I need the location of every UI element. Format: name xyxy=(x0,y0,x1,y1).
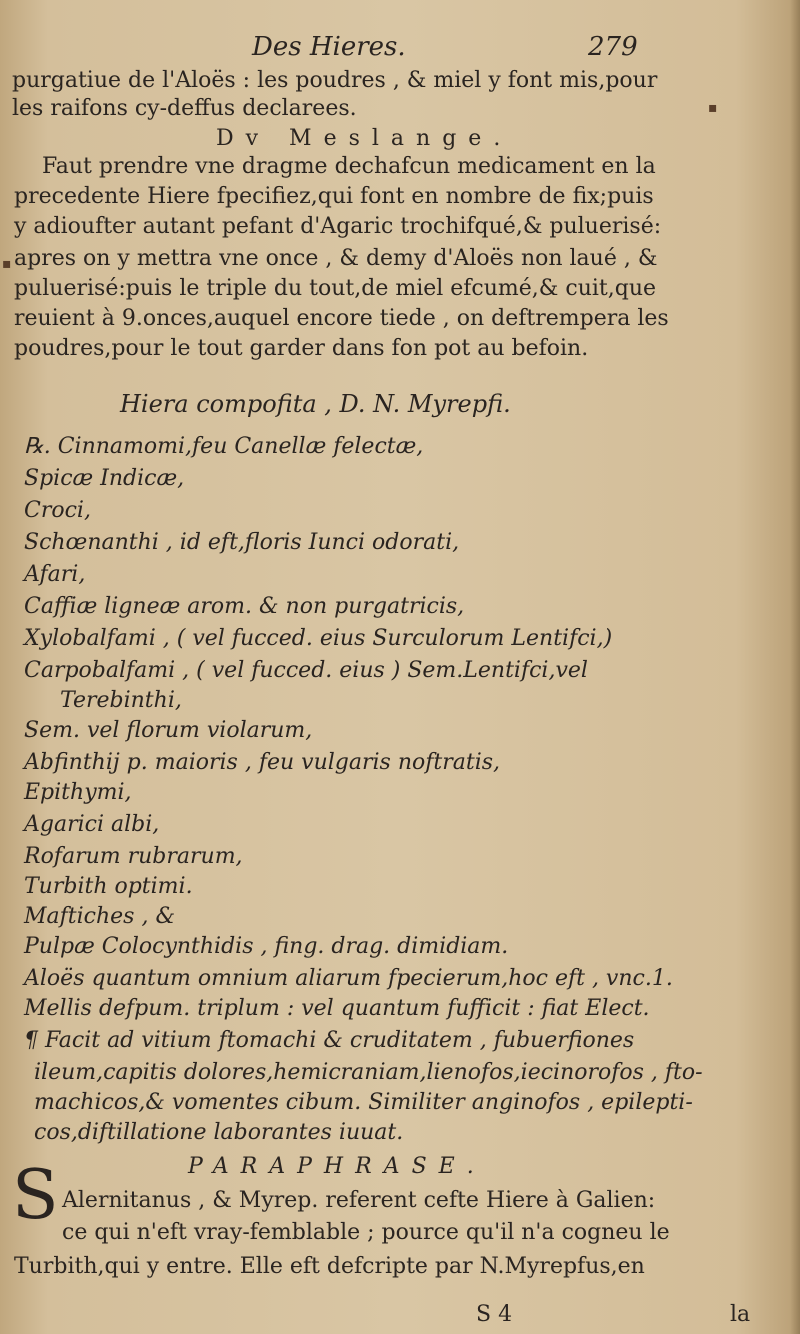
recipe-note-line: cos,diftillatione laborantes iuuat. xyxy=(34,1120,404,1145)
recipe-line: Caffiæ ligneæ arom. & non purgatricis, xyxy=(24,594,465,619)
recipe-line: Agarici albi, xyxy=(24,812,160,837)
paraphrase-line: ce qui n'eft vray-femblable ; pource qu'il n'a cogneu le xyxy=(62,1220,670,1245)
recipe-line: Turbith optimi. xyxy=(24,874,193,899)
page-number: 279 xyxy=(588,32,638,62)
recipe-line: Aloës quantum omnium aliarum fpecierum,hoc eft , vnc.1. xyxy=(24,966,673,991)
margin-dot: ▪ xyxy=(708,100,718,116)
signature-mark: S 4 xyxy=(476,1302,513,1327)
recipe-line: Sem. vel florum violarum, xyxy=(24,718,313,743)
recipe-note-line: ileum,capitis dolores,hemicraniam,lienofos,iecinorofos , fto- xyxy=(34,1060,703,1085)
text-line: poudres,pour le tout garder dans fon pot au befoin. xyxy=(14,336,589,361)
page-edge-shadow xyxy=(790,0,800,1334)
text-line: y adioufter autant pefant d'Agaric trochifqué,& puluerisé: xyxy=(14,214,662,239)
text-line: puluerisé:puis le triple du tout,de miel efcumé,& cuit,que xyxy=(14,276,657,301)
section-heading: Dv Meslange. xyxy=(216,126,513,151)
text-line: les raifons cy-deffus declarees. xyxy=(12,96,357,121)
recipe-line: Rofarum rubrarum, xyxy=(24,844,243,869)
recipe-note-line: machicos,& vomentes cibum. Similiter anginofos , epilepti- xyxy=(34,1090,693,1115)
recipe-line: Spicæ Indicæ, xyxy=(24,466,185,491)
paraphrase-line: Turbith,qui y entre. Elle eft defcripte par N.Myrepfus,en xyxy=(14,1254,645,1279)
text-line: apres on y mettra vne once , & demy d'Aloës non laué , & xyxy=(14,246,658,271)
recipe-line: Epithymi, xyxy=(24,780,132,805)
margin-dot: ▪ xyxy=(2,256,12,272)
recipe-line: Afari, xyxy=(24,562,86,587)
recipe-line: Abfinthij p. maioris , feu vulgaris noftratis, xyxy=(24,750,501,775)
recipe-line: Terebinthi, xyxy=(60,688,182,713)
running-title: Des Hieres. xyxy=(252,32,406,62)
text-line: purgatiue de l'Aloës : les poudres , & miel y font mis,pour xyxy=(12,68,658,93)
recipe-note-line: ¶ Facit ad vitium ftomachi & cruditatem , fubuerfiones xyxy=(24,1028,635,1053)
text-line: reuient à 9.onces,auquel encore tiede , on deftrempera les xyxy=(14,306,669,331)
recipe-line: Pulpæ Colocynthidis , fing. drag. dimidiam. xyxy=(24,934,509,959)
recipe-line: Schœnanthi , id eft,floris Iunci odorati, xyxy=(24,530,460,555)
recipe-line: Maftiches , & xyxy=(24,904,176,929)
paraphrase-heading: PARAPHRASE. xyxy=(188,1154,486,1179)
recipe-title: Hiera compofita , D. N. Myrepfi. xyxy=(120,390,511,418)
recipe-line: Carpobalfami , ( vel fucced. eius ) Sem.Lentifci,vel xyxy=(24,658,588,683)
recipe-line: ℞. Cinnamomi,feu Canellæ felectæ, xyxy=(24,434,424,459)
recipe-line: Mellis defpum. triplum : vel quantum fufficit : fiat Elect. xyxy=(24,996,650,1021)
recipe-line: Xylobalfami , ( vel fucced. eius Surculorum Lentifci,) xyxy=(24,626,613,651)
paraphrase-line: Alernitanus , & Myrep. referent cefte Hiere à Galien: xyxy=(62,1188,656,1213)
text-line: precedente Hiere fpecifiez,qui font en nombre de fix;puis xyxy=(14,184,654,209)
running-header xyxy=(0,34,800,60)
drop-cap: S xyxy=(12,1156,59,1235)
recipe-line: Croci, xyxy=(24,498,91,523)
catchword: la xyxy=(730,1302,751,1327)
text-line: Faut prendre vne dragme dechafcun medicament en la xyxy=(42,154,656,179)
